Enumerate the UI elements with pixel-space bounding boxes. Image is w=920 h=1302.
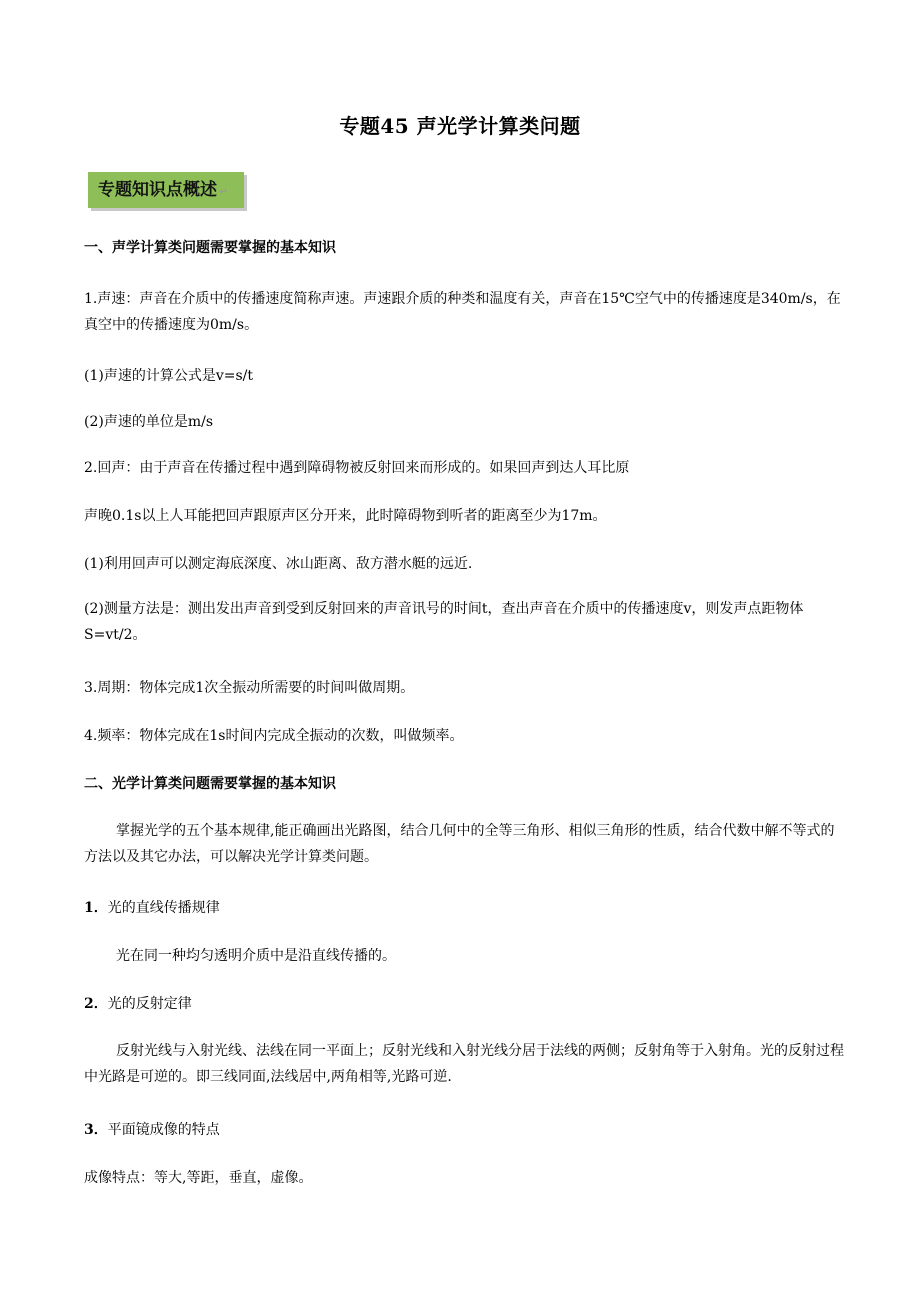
- page-title: 专题45 声光学计算类问题: [339, 114, 581, 138]
- paragraph-optics-intro: 掌握光学的五个基本规律,能正确画出光路图，结合几何中的全等三角形、相似三角形的性质，结合代数中解不等式的方法以及其它办法，可以解决光学计算类问题。: [84, 823, 835, 865]
- subheading-plane-mirror: [84, 1118, 844, 1142]
- subheading-text: 平面镜成像的特点: [107, 1122, 220, 1138]
- subheading-number: 3．: [84, 1122, 108, 1138]
- subheading-text: 光的直线传播规律: [107, 900, 220, 916]
- paragraph-speed-unit: (2)声速的单位是m/s: [84, 414, 214, 430]
- section-badge: [88, 172, 244, 208]
- paragraph-mark-icon: ↵: [219, 185, 229, 198]
- subheading-number: 2．: [84, 996, 108, 1012]
- paragraph-rectilinear: 光在同一种均匀透明介质中是沿直线传播的。: [116, 948, 396, 964]
- paragraph-speed-formula: (1)声速的计算公式是v=s/t: [84, 368, 253, 384]
- paragraph-sound-speed: 1.声速：声音在介质中的传播速度简称声速。声速跟介质的种类和温度有关，声音在15℃空气中的传播速度是340m/s，在真空中的传播速度为0m/s。: [84, 291, 841, 333]
- paragraph-echo-1: 2.回声：由于声音在传播过程中遇到障碍物被反射回来而形成的。如果回声到达人耳比原: [84, 460, 630, 476]
- paragraph-plane-mirror: 成像特点：等大,等距，垂直，虚像。: [84, 1170, 313, 1186]
- section-heading-optics: 二、光学计算类问题需要掌握的基本知识: [84, 776, 336, 792]
- subheading-rectilinear: [84, 896, 844, 920]
- paragraph-period: 3.周期：物体完成1次全振动所需要的时间叫做周期。: [84, 680, 415, 696]
- subheading-text: 光的反射定律: [107, 996, 192, 1012]
- subheading-reflection: [84, 992, 844, 1016]
- section-badge-label: 专题知识点概述: [98, 180, 217, 200]
- paragraph-echo-2: 声晚0.1s以上人耳能把回声跟原声区分开来，此时障碍物到听者的距离至少为17m。: [84, 508, 607, 524]
- section-badge-wrap: [88, 172, 244, 208]
- subheading-number: 1．: [84, 900, 108, 916]
- paragraph-measure-method: (2)测量方法是：测出发出声音到受到反射回来的声音讯号的时间t，查出声音在介质中的传播速度v，则发声点距物体S=vt/2。: [84, 601, 804, 643]
- paragraph-frequency: 4.频率：物体完成在1s时间内完成全振动的次数，叫做频率。: [84, 728, 464, 744]
- paragraph-reflection-law: 反射光线与入射光线、法线在同一平面上；反射光线和入射光线分居于法线的两侧；反射角等于入射角。光的反射过程中光路是可逆的。即三线同面,法线居中,两角相等,光路可逆.: [84, 1043, 844, 1085]
- section-heading-acoustics: 一、声学计算类问题需要掌握的基本知识: [84, 240, 336, 256]
- paragraph-echo-use: (1)利用回声可以测定海底深度、冰山距离、敌方潜水艇的远近.: [84, 556, 473, 572]
